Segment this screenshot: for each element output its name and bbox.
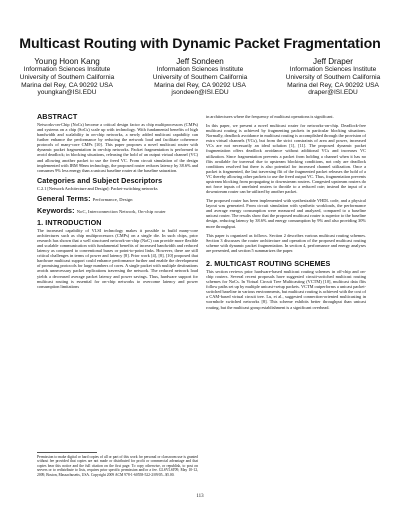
author-affiliation: Information Sciences Institute (289, 66, 377, 74)
author-affiliation: Information Sciences Institute (23, 66, 111, 74)
intro-paragraph: The proposed router has been implemented with synthesizable VHDL code, and a physical layout was generated. From circuit simulation with synthetic workloads, the performance and average energy consumption were measured and analyzed, compared to a baseline unicast router. The results show that the proposed multicast router is superior to the baseline design, reducing latency by 38.6% and energy consumption by 9% and also providing 30% more throughput. (206, 198, 366, 229)
author-email: youngkan@ISI.EDU (37, 89, 97, 97)
left-column (37, 113, 198, 289)
footnote-rule (37, 452, 97, 453)
abstract-heading: ABSTRACT (37, 112, 78, 121)
section-2-text: This section reviews prior hardware-based multicast routing schemes in off-chip and on-chip routers. Several recent proposals have suggested circuit-switched multicast routing schemes for NoCs. In Virtual Circuit Tree Multicasting (VCTM) [10], multicast data flits follow paths set up by multiple unicast+setup packets. VCTM outperforms a unicast packet-switched baseline in various environments, but multicast routing is achieved with the cost of a CAM-based virtual circuit tree. Lu, et al., suggested connection-oriented multicasting in wormhole switched networks [8]. This scheme exhibits better throughput than unicast routing, but the multicast group establishment is a significant overhead. (206, 268, 366, 310)
author-university: University of Southern California (152, 74, 248, 81)
author-affiliation: Information Sciences Institute (156, 66, 244, 74)
paper-title: Multicast Routing with Dynamic Packet Fragmentation (19, 36, 381, 52)
categories-heading: Categories and Subject Descriptors (37, 175, 163, 185)
page-number: 113 (196, 494, 204, 499)
copyright-footnote: Permission to make digital or hard copies of all or part of this work for personal or classroom use is granted without fee provided that copies are not made or distributed for profit or commercial advantage and that copies bear this notice and the full citation on the first page. To copy otherwise, or republish, to post on servers or to redistribute to lists, requires prior specific permission and/or a fee. GLSVLSI'09, May 10-12, 2009, Boston, Massachusetts, USA. Copyright 2009 ACM 978-1-60558-522-2/09/05...$5.00. (37, 455, 198, 477)
terms-heading-row (37, 195, 198, 203)
author-name: Jeff Draper (313, 57, 353, 66)
keywords-text: NoC, Interconnection Network, On-chip router (76, 208, 166, 214)
categories-text: C.2.1 [Network Architecture and Design]: Packet-switching networks (37, 185, 158, 191)
right-column (206, 114, 366, 310)
author-address: Marina del Rey, CA 90292 USA (287, 81, 379, 89)
author-block (0, 57, 400, 109)
author-university: University of Southern California (285, 74, 381, 81)
section-2-heading: 2. MULTICAST ROUTING SCHEMES (206, 258, 331, 268)
abstract-text: Networks-on-Chip (NoCs) become a critical design factor as chip multiprocessors (CMPs) and systems on a chip (SoCs) scale up with technology. With fundamental benefits of high bandwidth and scalability in on-chip networks, a newly added multicast capability can further enhance the performance by reducing the network load and facilitate coherence protocols of many-core CMPs [10]. This paper proposes a novel multicast router with dynamic packet fragmentation in on-chip networks. Packet fragmentation is performed to avoid deadlock; in blocking situations, releasing the hold of an output virtual channel (VC) and allowing another packet to use the freed VC. From circuit simulation of the design implemented with IBM 90nm technology, the proposed router reduces latency by 38.6% and consumes 9% less energy than a unicast baseline router at the baseline saturation. (37, 122, 198, 173)
terms-heading: General Terms: (37, 193, 91, 203)
author-university: University of Southern California (19, 74, 115, 81)
author-card (267, 57, 399, 97)
intro-heading: 1. INTRODUCTION (37, 217, 102, 227)
author-address: Marina del Rey, CA 90292 USA (21, 81, 113, 89)
author-name: Young Hoon Kang (34, 57, 100, 66)
keywords-heading-row (37, 207, 198, 215)
author-address: Marina del Rey, CA 90292 USA (154, 81, 246, 89)
author-card (134, 57, 266, 97)
intro-continued: in architectures where the frequency of multicast operations is significant. (206, 114, 334, 119)
terms-text: Performance, Design (92, 196, 133, 202)
author-email: jsondeen@ISI.EDU (171, 89, 229, 97)
intro-text: The increased capability of VLSI technology makes it possible to build many-core architectures such as chip multiprocessors (CMPs) on a single die. In such chips, prior research has shown that a well structured network-on-chip (NoC) can provide more flexible and scalable communication with fundamental benefits of increased bandwidth and reduced latency as compared to conventional buses or point-to-point links. However, there are still critical challenges in terms of power and latency [8]. Prior work [4], [8], [10] proposed that hardware multicast support could enhance performance further and enable the development of promising protocols for large numbers of cores. A single packet with multiple destinations avoids unnecessary packet replications traversing the network. The reduced network load yields a decreased average packet latency and power savings. Thus, hardware support for multicast routing is essential for on-chip networks to overcome latency and power consumption limitations (37, 227, 198, 289)
author-name: Jeff Sondeen (176, 57, 224, 66)
intro-paragraph: This paper is organized as follows. Section 2 describes various multicast routing schemes. Section 3 discusses the router architecture and operation of the proposed multicast routing scheme with dynamic packet fragmentation. In section 4, performance and energy analyses are presented, and section 5 summarizes the paper. (206, 232, 366, 253)
keywords-heading: Keywords: (37, 205, 75, 215)
author-card (1, 57, 133, 97)
author-email: draper@ISI.EDU (308, 89, 358, 97)
intro-paragraph: In this paper, we present a novel multicast router for networks-on-chip. Deadlock-free multicast routing is achieved by fragmenting packets in particular blocking situations. Normally, deadlock avoidance in multicast routing is accomplished through the provision of extra virtual channels (VCs), but from the strict constraints of area and power, increased VCs are not necessarily an ideal solution [1], [11]. The proposed dynamic packet fragmentation offers deadlock avoidance without additional VCs and increases VC utilization. Since fragmentation prevents a packet from holding a channel when it has no flits available for traversal due to upstream blocking conditions, not only are deadlock conditions resolved but there is also potential for increased channel utilization. Once a packet is fragmented, the last traversing flit of the fragmented packet releases the hold of a VC thereby allowing other packets to use the freed output VC. Thus, fragmentation prevents upstream blocking from propagating to downstream routers. Congested upstream routers do not force inputs of unrelated routers to throttle to a reduced rate; instead the input of a downstream router can be utilized by another packet. (206, 123, 366, 195)
